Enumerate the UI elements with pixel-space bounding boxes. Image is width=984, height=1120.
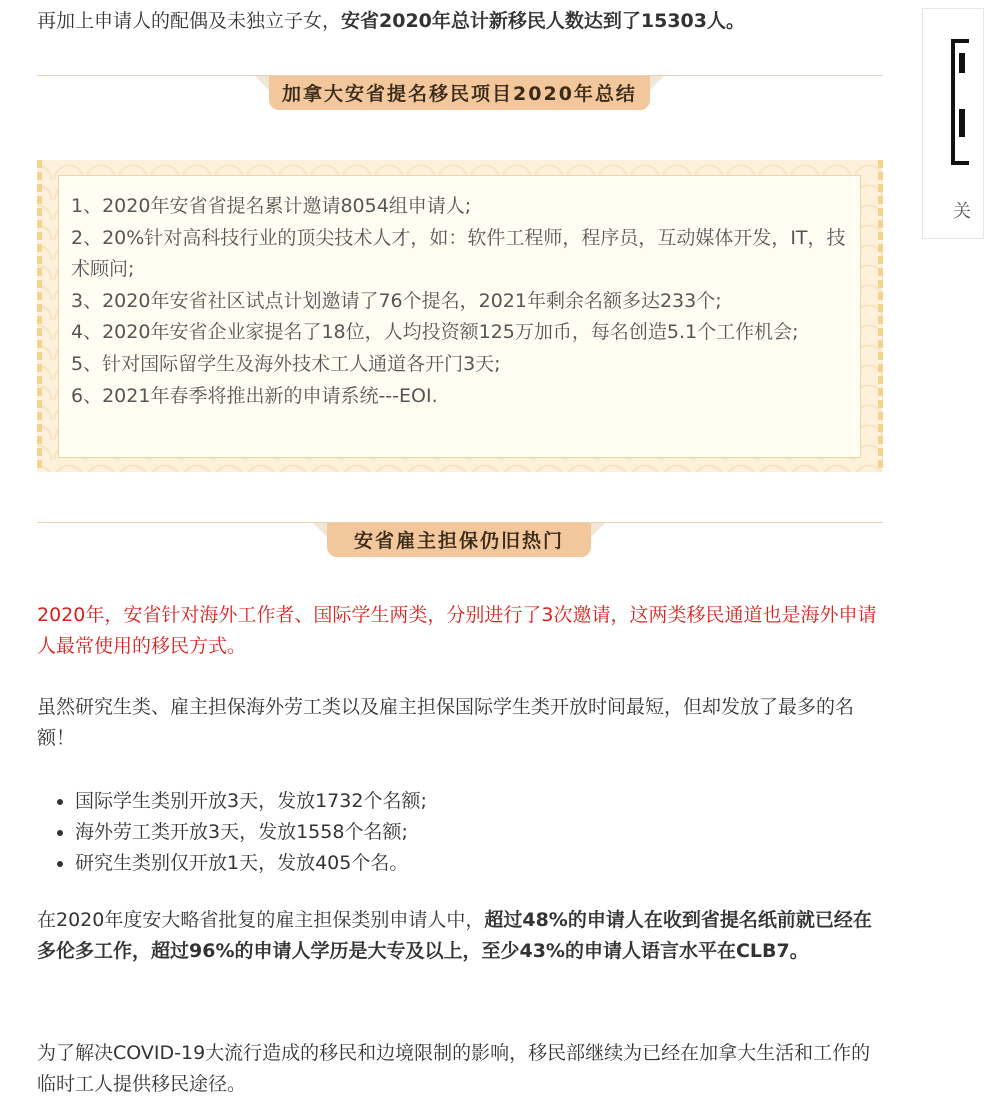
intro-text: 再加上申请人的配偶及未独立子女， xyxy=(37,10,342,32)
stats-text: 在2020年度安大略省批复的雇主担保类别申请人中， xyxy=(37,909,485,931)
summary-list xyxy=(59,176,860,412)
intro-bold: 安省2020年总计新移民人数达到了15303人。 xyxy=(341,10,745,32)
summary-card xyxy=(58,175,861,458)
list-item: • 国际学生类别开放3天，发放1732个名额; xyxy=(75,786,921,817)
body-paragraph-covid: 为了解决COVID-19大流行造成的移民和边境限制的影响，移民部继续为已经在加拿大生活和工作的临时工人提供移民途径。 xyxy=(37,1042,871,1095)
summary-item: 4、2020年安省企业家提名了18位，人均投资额125万加币，每名创造5.1个工作机会; xyxy=(71,321,799,344)
ribbon-fold-left xyxy=(313,523,327,537)
summary-item: 5、针对国际留学生及海外技术工人通道各开门3天; xyxy=(71,352,501,375)
section-title: 加拿大安省提名移民项目2020年总结 xyxy=(269,76,650,110)
body-paragraph: 虽然研究生类、雇主担保海外劳工类以及雇主担保国际学生类开放时间最短，但却发放了最多的名额！ xyxy=(37,696,855,749)
qr-code-detail xyxy=(959,109,965,137)
section-title: 安省雇主担保仍旧热门 xyxy=(327,523,591,557)
stats-bold: 超过48%的申请人在收到省提名纸前就已经在多伦多工作，超过96%的申请人学历是大专及以上，至少43%的申请人语言水平在CLB7。 xyxy=(37,909,872,962)
summary-item: 6、2021年春季将推出新的申请系统---EOI. xyxy=(71,384,438,407)
ribbon-fold-left xyxy=(255,76,269,90)
summary-item: 2、20%针对高科技行业的顶尖技术人才，如：软件工程师，程序员，互动媒体开发，IT，技术顾问; xyxy=(71,226,846,281)
section-heading-summary xyxy=(37,75,883,115)
bullet-list xyxy=(37,786,921,879)
summary-item: 3、2020年安省社区试点计划邀请了76个提名，2021年剩余名额多达233个; xyxy=(71,289,722,312)
sidebar-qr-card[interactable] xyxy=(922,8,984,239)
ribbon-fold-right xyxy=(650,76,664,90)
list-item: • 海外劳工类开放3天，发放1558个名额; xyxy=(75,817,921,848)
body-paragraph-stats xyxy=(37,905,883,967)
dashed-edge-left xyxy=(37,160,42,472)
highlight-paragraph: 2020年，安省针对海外工作者、国际学生两类，分别进行了3次邀请，这两类移民通道也是海外申请人最常使用的移民方式。 xyxy=(37,604,877,657)
sidebar-label: 关 xyxy=(953,201,971,222)
list-item: • 研究生类别仅开放1天，发放405个名。 xyxy=(75,848,921,879)
ribbon-fold-right xyxy=(591,523,605,537)
dashed-edge-right xyxy=(878,160,883,472)
summary-box xyxy=(37,160,883,472)
qr-code-detail xyxy=(959,53,965,73)
section-heading-employer xyxy=(37,522,883,562)
summary-item: 1、2020年安省省提名累计邀请8054组申请人; xyxy=(71,195,472,217)
intro-paragraph xyxy=(37,6,883,37)
